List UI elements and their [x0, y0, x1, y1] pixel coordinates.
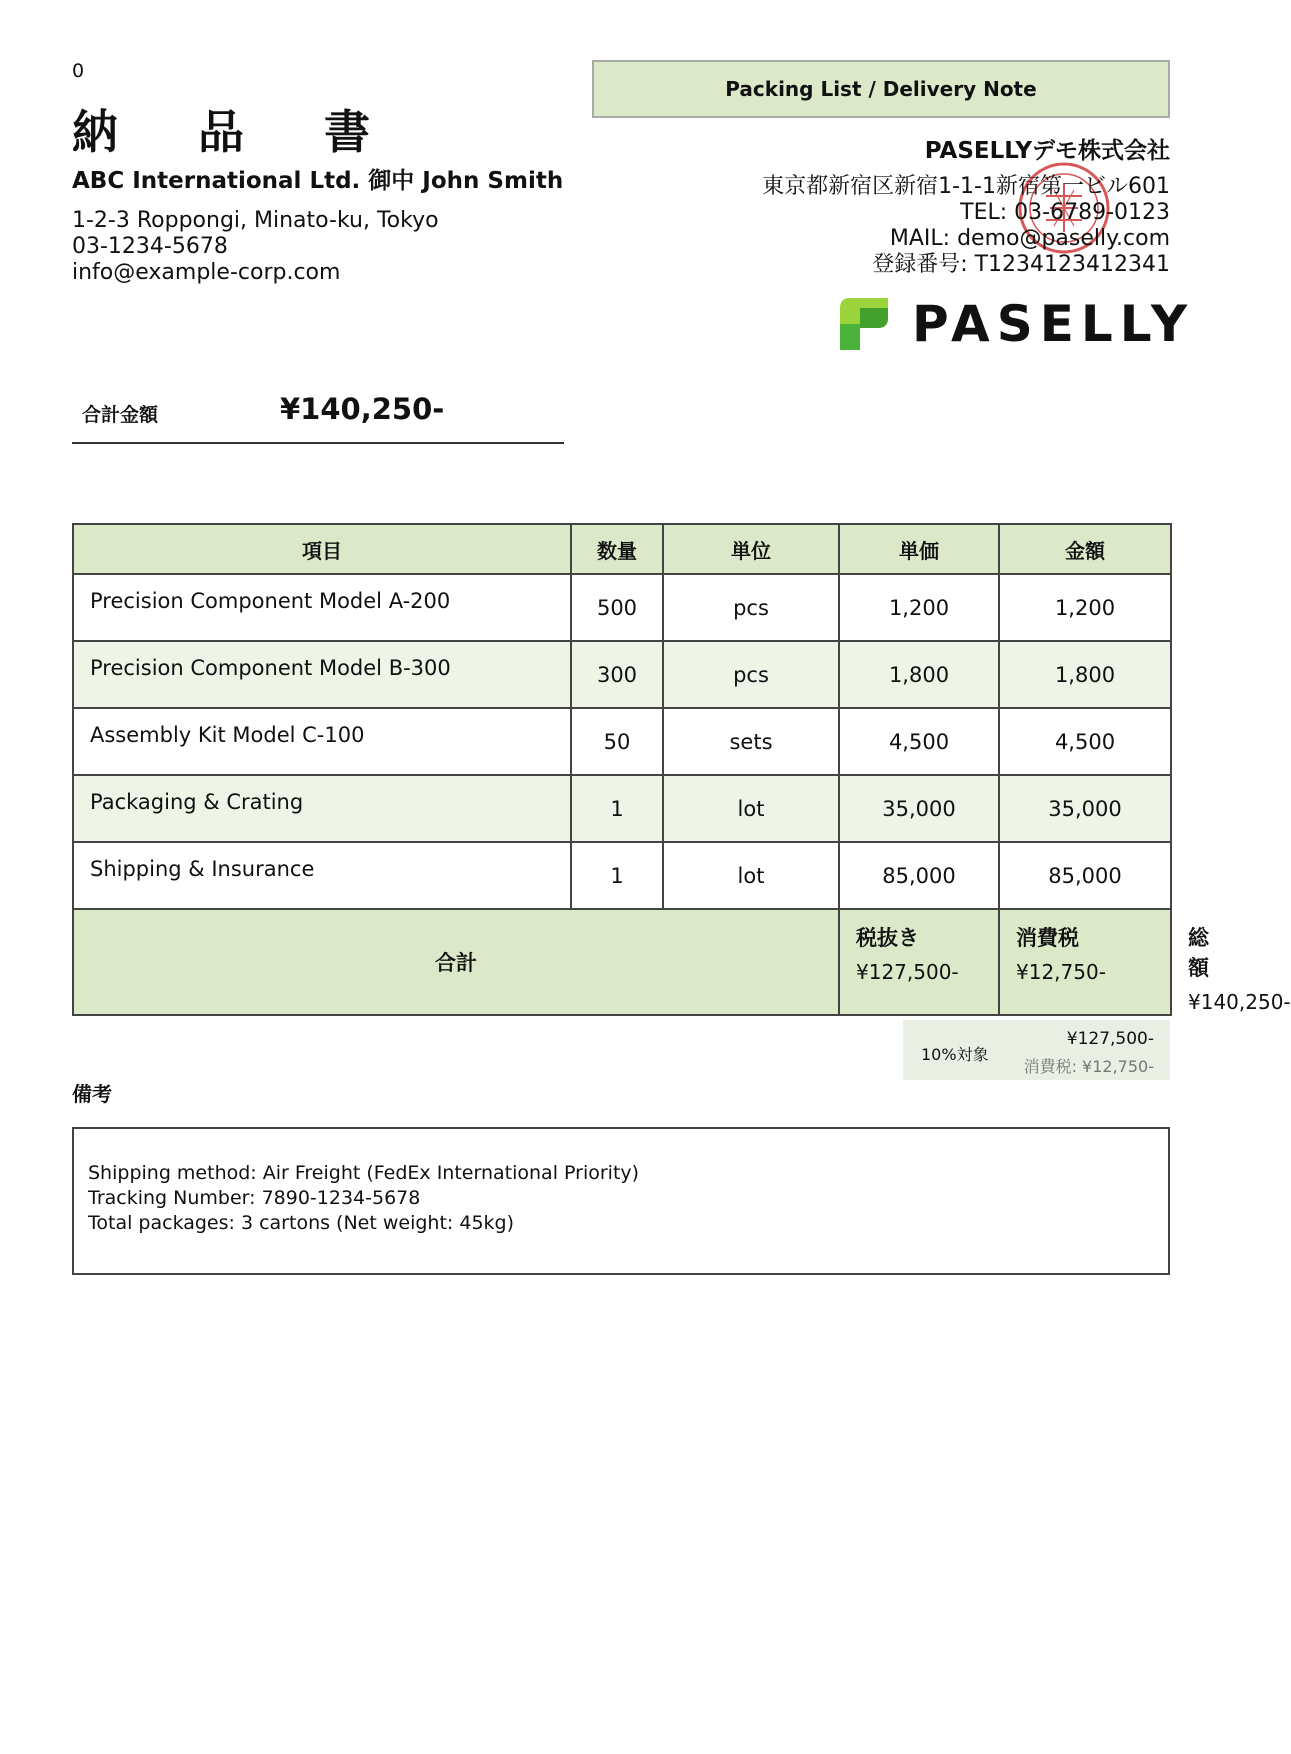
customer-address: 1-2-3 Roppongi, Minato-ku, Tokyo: [72, 208, 439, 233]
header-unit: 単位: [663, 524, 839, 574]
company-registration: 登録番号: T1234123412341: [872, 252, 1170, 277]
summary-tax: [999, 909, 1171, 1015]
cell-qty: 300: [571, 641, 663, 708]
customer-email: info@example-corp.com: [72, 260, 341, 285]
taxable-amount: ¥127,500-: [1066, 1029, 1154, 1049]
customer-phone: 03-1234-5678: [72, 234, 228, 259]
logo-wordmark: PASELLY: [912, 295, 1195, 353]
table-row: [73, 574, 1171, 641]
total-amount-row: [72, 392, 564, 444]
cell-unit: sets: [663, 708, 839, 775]
customer-info: [72, 208, 439, 286]
cell-amount: 1,800: [999, 641, 1171, 708]
cell-unit-price: 4,500: [839, 708, 999, 775]
tax-amount: 消費税: ¥12,750-: [1023, 1057, 1154, 1076]
header-qty: 数量: [571, 524, 663, 574]
cell-amount: 4,500: [999, 708, 1171, 775]
remarks-title: 備考: [72, 1082, 112, 1106]
cell-amount: 35,000: [999, 775, 1171, 842]
remarks-box: [72, 1127, 1170, 1275]
document-type-label: Packing List / Delivery Note: [592, 60, 1170, 118]
table-row: [73, 641, 1171, 708]
cell-amount: 85,000: [999, 842, 1171, 909]
subtotal-label: 税抜き: [856, 926, 919, 950]
header-item: 項目: [73, 524, 571, 574]
items-table: [72, 523, 1291, 1016]
cell-qty: 1: [571, 775, 663, 842]
total-amount-value: ¥140,250-: [280, 392, 445, 426]
remarks-line: Shipping method: Air Freight (FedEx International Priority): [88, 1162, 640, 1184]
cell-qty: 500: [571, 574, 663, 641]
cell-item: Precision Component Model B-300: [73, 641, 571, 708]
summary-label: 合計: [73, 909, 839, 1015]
cell-item: Assembly Kit Model C-100: [73, 708, 571, 775]
table-header-row: [73, 524, 1171, 574]
subtotal-value: ¥127,500-: [856, 960, 959, 984]
tax-rate-label: 10%対象: [921, 1045, 989, 1064]
cell-qty: 50: [571, 708, 663, 775]
cell-unit: lot: [663, 775, 839, 842]
cell-amount: 1,200: [999, 574, 1171, 641]
company-mail: MAIL: demo@paselly.com: [889, 226, 1170, 251]
cell-qty: 1: [571, 842, 663, 909]
remarks-line: Total packages: 3 cartons (Net weight: 45kg): [88, 1212, 515, 1234]
cell-item: Packaging & Crating: [73, 775, 571, 842]
cell-unit: pcs: [663, 641, 839, 708]
tax-label: 消費税: [1016, 926, 1079, 950]
remarks-line: Tracking Number: 7890-1234-5678: [88, 1187, 421, 1209]
table-row: [73, 708, 1171, 775]
table-row: [73, 842, 1171, 909]
cell-item: Precision Component Model A-200: [73, 574, 571, 641]
company-logo: [836, 294, 1194, 354]
company-name: PASELLYデモ株式会社: [924, 138, 1170, 164]
cell-unit-price: 1,800: [839, 641, 999, 708]
table-summary-row: 合計 税抜き ¥127,500- 消費税 ¥12,750- 総額 ¥140,250-: [73, 909, 1171, 1015]
document-title: 納 品 書: [72, 105, 403, 159]
header-unit-price: 単価: [839, 524, 999, 574]
cell-unit-price: 35,000: [839, 775, 999, 842]
page-number: 0: [72, 60, 85, 82]
total-amount-label: 合計金額: [82, 404, 159, 426]
company-info: [762, 174, 1170, 278]
cell-unit-price: 1,200: [839, 574, 999, 641]
company-address: 東京都新宿区新宿1-1-1新宿第一ビル601: [762, 174, 1170, 199]
company-tel: TEL: 03-6789-0123: [960, 200, 1170, 225]
paselly-logo-icon: [836, 294, 892, 354]
cell-item: Shipping & Insurance: [73, 842, 571, 909]
cell-unit: pcs: [663, 574, 839, 641]
table-row: [73, 775, 1171, 842]
customer-name: ABC International Ltd. 御中 John Smith: [72, 168, 564, 194]
header-amount: 金額: [999, 524, 1171, 574]
tax-breakdown-box: [903, 1020, 1170, 1080]
cell-unit: lot: [663, 842, 839, 909]
tax-value: ¥12,750-: [1016, 960, 1106, 984]
summary-subtotal: [839, 909, 999, 1015]
cell-unit-price: 85,000: [839, 842, 999, 909]
